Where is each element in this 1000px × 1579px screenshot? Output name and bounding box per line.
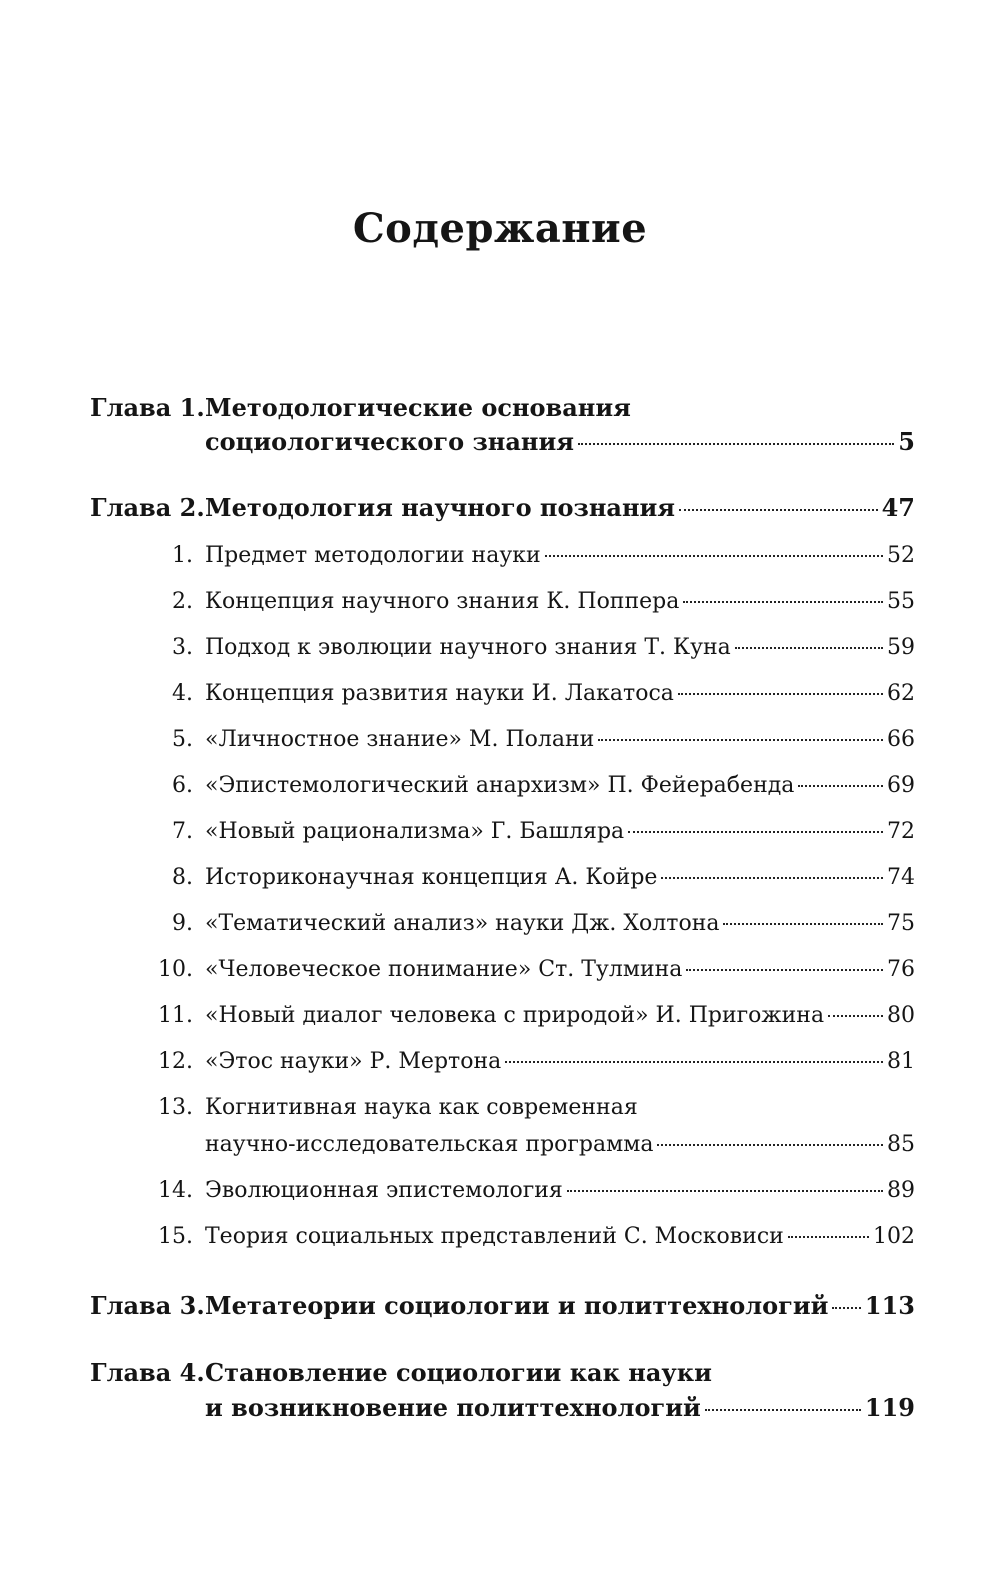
page-number: 55: [887, 589, 915, 614]
page-number: 80: [887, 1003, 915, 1028]
chapter-title-line: и возникновение политтехнологий: [205, 1393, 701, 1422]
page-number: 81: [887, 1049, 915, 1074]
chapter-title-line: Методологические основания: [205, 393, 631, 422]
page-number: 69: [887, 773, 915, 798]
toc-entry-line: [205, 957, 915, 982]
section-number: 2.: [172, 589, 193, 614]
section-number: 8.: [172, 865, 193, 890]
toc-entry-line: [205, 427, 915, 456]
section-title: Подход к эволюции научного знания Т. Куна: [205, 635, 731, 660]
chapter-label: Глава 3.: [90, 1291, 205, 1320]
dot-leader: [723, 923, 883, 925]
page-number: 59: [887, 635, 915, 660]
section-title: «Этос науки» Р. Мертона: [205, 1049, 502, 1074]
page-title: Содержание: [352, 205, 648, 252]
page-number: 119: [864, 1393, 915, 1422]
toc-entry-line: [205, 865, 915, 890]
section-number: 13.: [158, 1095, 193, 1120]
chapter-label: Глава 1.: [90, 393, 205, 422]
toc-entry-line: [205, 1178, 915, 1203]
page-number: 76: [887, 957, 915, 982]
dot-leader: [798, 785, 883, 787]
toc-entry-line: [205, 1224, 915, 1249]
section-number: 14.: [158, 1178, 193, 1203]
dot-leader: [661, 877, 883, 879]
chapter-title-line: Метатеории социологии и политтехнологий: [205, 1291, 829, 1320]
toc-entry-line: [205, 589, 915, 614]
section-number: 7.: [172, 819, 193, 844]
section-title: Историконаучная концепция А. Койре: [205, 865, 658, 890]
section-number: 6.: [172, 773, 193, 798]
section-title: Концепция развития науки И. Лакатоса: [205, 681, 674, 706]
toc-entry-line: [205, 1291, 915, 1320]
chapter-label: Глава 2.: [90, 493, 205, 522]
section-number: 11.: [158, 1003, 193, 1028]
section-title: «Новый рационализма» Г. Башляра: [205, 819, 625, 844]
page-number: 75: [887, 911, 915, 936]
toc-entry-line: [205, 819, 915, 844]
section-number: 10.: [158, 957, 193, 982]
page-number: 47: [881, 493, 915, 522]
section-title: Теория социальных представлений С. Московиси: [205, 1224, 784, 1249]
page-number: 5: [898, 427, 915, 456]
toc-entry-line: [205, 773, 915, 798]
chapter-label: Глава 4.: [90, 1358, 205, 1387]
section-number: 3.: [172, 635, 193, 660]
toc-entry-line: [205, 1049, 915, 1074]
toc-entry-line: [205, 727, 915, 752]
dot-leader: [598, 739, 883, 741]
dot-leader: [578, 443, 894, 445]
page-number: 85: [887, 1132, 915, 1157]
chapter-title-line: Методология научного познания: [205, 493, 676, 522]
dot-leader: [686, 969, 883, 971]
toc-entry-line: [205, 681, 915, 706]
section-title: Концепция научного знания К. Поппера: [205, 589, 680, 614]
section-number: 5.: [172, 727, 193, 752]
toc-entry-line: [205, 1003, 915, 1028]
dot-leader: [828, 1015, 883, 1017]
section-title: Эволюционная эпистемология: [205, 1178, 563, 1203]
dot-leader: [788, 1236, 869, 1238]
dot-leader: [679, 509, 878, 511]
toc-entry-line: [205, 911, 915, 936]
section-title: «Новый диалог человека с природой» И. Пригожина: [205, 1003, 825, 1028]
page-number: 66: [887, 727, 915, 752]
section-title: «Эпистемологический анархизм» П. Фейерабенда: [205, 773, 795, 798]
section-title-line: Когнитивная наука как современная: [205, 1095, 638, 1120]
dot-leader: [678, 693, 883, 695]
page-number: 102: [873, 1224, 915, 1249]
toc-entry-line: [205, 543, 915, 568]
dot-leader: [705, 1409, 861, 1411]
section-title: научно-исследовательская программа: [205, 1132, 654, 1157]
chapter-title-line: социологического знания: [205, 427, 574, 456]
section-number: 15.: [158, 1224, 193, 1249]
section-title: «Тематический анализ» науки Дж. Холтона: [205, 911, 720, 936]
toc-entry-line: [205, 493, 915, 522]
section-title: «Человеческое понимание» Ст. Тулмина: [205, 957, 683, 982]
dot-leader: [683, 601, 883, 603]
section-number: 1.: [172, 543, 193, 568]
dot-leader: [657, 1144, 883, 1146]
page-number: 62: [887, 681, 915, 706]
page-number: 72: [887, 819, 915, 844]
section-number: 12.: [158, 1049, 193, 1074]
page-number: 74: [887, 865, 915, 890]
section-title: Предмет методологии науки: [205, 543, 541, 568]
page-number: 113: [864, 1291, 915, 1320]
toc-entry-line: [205, 635, 915, 660]
section-title: «Личностное знание» М. Полани: [205, 727, 595, 752]
page-number: 52: [887, 543, 915, 568]
toc-entry-line: [205, 1132, 915, 1157]
dot-leader: [545, 555, 883, 557]
dot-leader: [505, 1061, 883, 1063]
section-number: 9.: [172, 911, 193, 936]
dot-leader: [832, 1307, 860, 1309]
page-number: 89: [887, 1178, 915, 1203]
dot-leader: [735, 647, 883, 649]
chapter-title-line: Становление социологии как науки: [205, 1358, 712, 1387]
section-number: 4.: [172, 681, 193, 706]
dot-leader: [567, 1190, 883, 1192]
dot-leader: [628, 831, 883, 833]
toc-entry-line: [205, 1393, 915, 1422]
